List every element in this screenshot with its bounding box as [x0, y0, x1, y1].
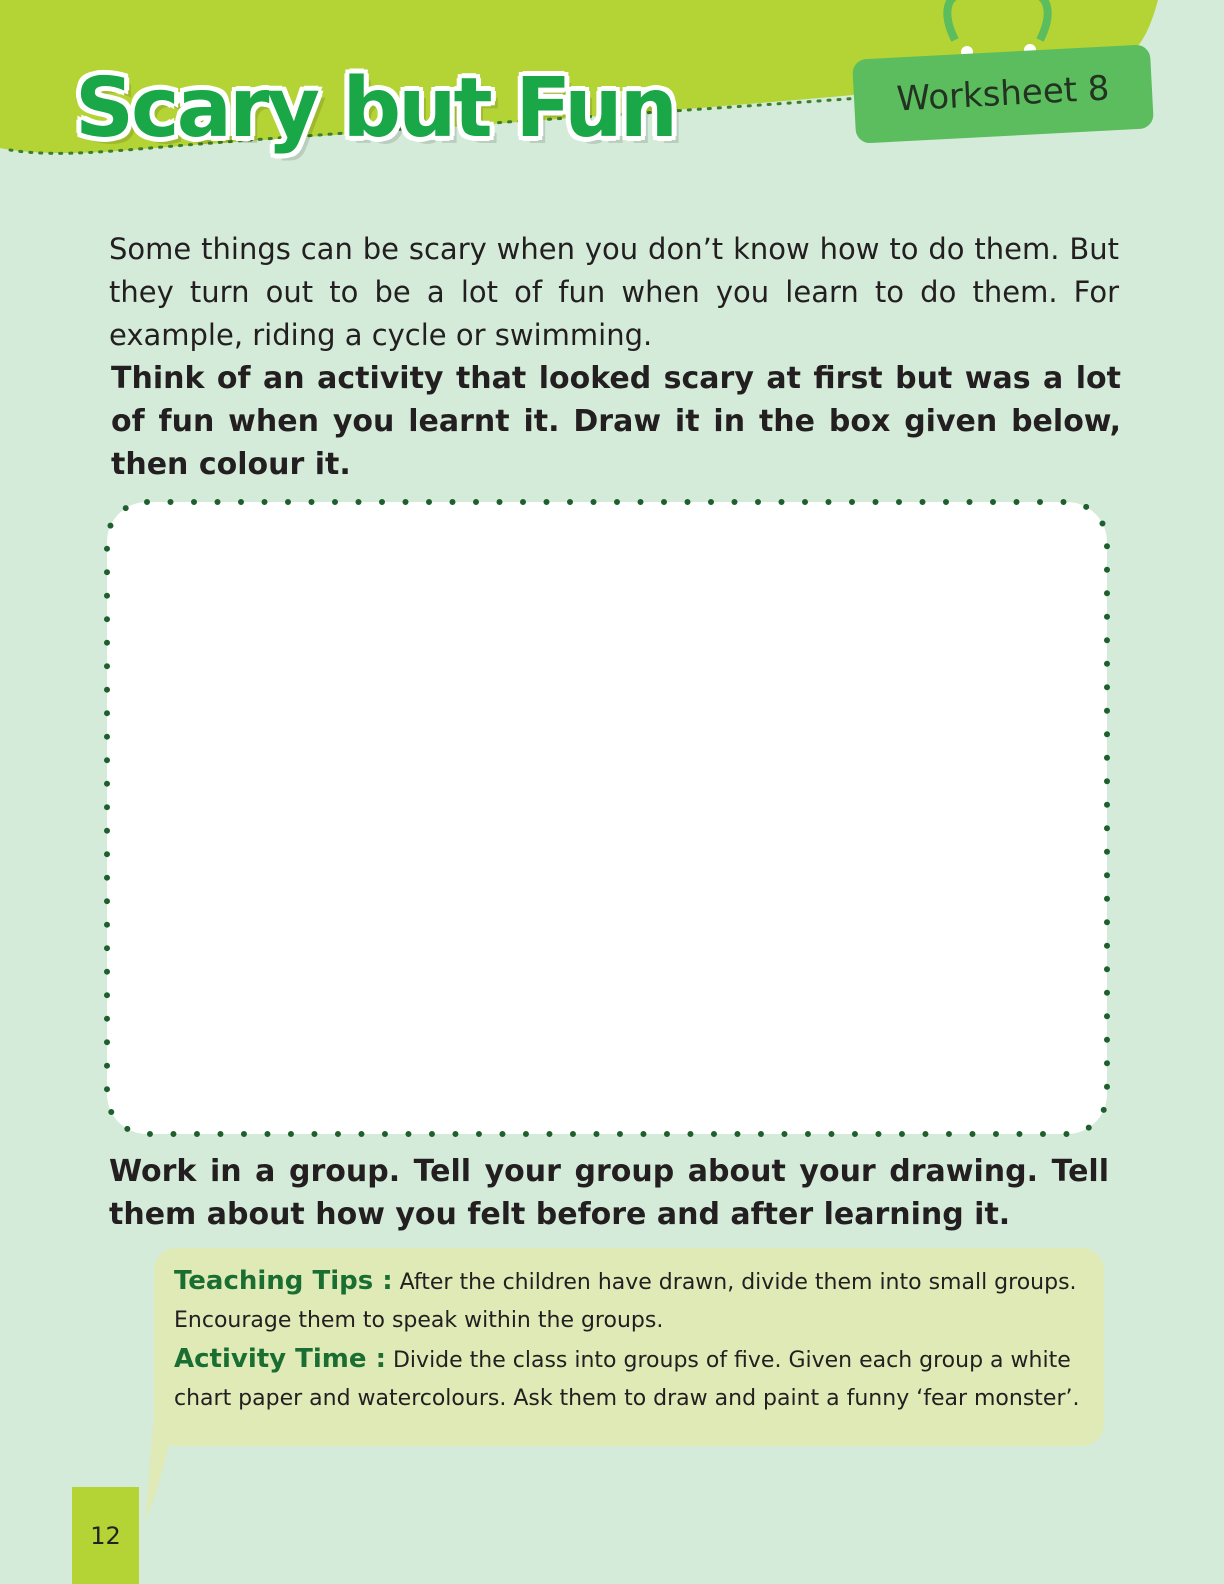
activity-time-label: Activity Time :	[174, 1344, 386, 1374]
worksheet-tag: Worksheet 8	[852, 44, 1154, 143]
activity-time	[174, 1340, 1084, 1418]
page-number: 12	[72, 1487, 139, 1584]
teaching-tips	[174, 1262, 1084, 1340]
teaching-tips-label: Teaching Tips :	[174, 1266, 393, 1296]
page-title: Scary but Fun	[75, 61, 675, 156]
drawing-instruction: Think of an activity that looked scary at first but was a lot of fun when you learnt it. Draw it in the box given below, then colour it.	[111, 361, 1121, 482]
activity-time-text: Divide the class into groups of five. Given each group a white chart paper and watercolours. Ask them to draw and paint a funny ‘fear monster’.	[174, 1348, 1080, 1411]
intro-paragraph: Some things can be scary when you don’t know how to do them. But they turn out to be a lot of fun when you learn to do them. For example, riding a cycle or swimming.	[109, 232, 1119, 352]
drawing-box-border	[97, 492, 1117, 1144]
tips-text	[174, 1262, 1084, 1418]
group-task: Work in a group. Tell your group about your drawing. Tell them about how you felt before and after learning it.	[109, 1154, 1109, 1232]
teaching-tips-text: After the children have drawn, divide them into small groups. Encourage them to speak within the groups.	[174, 1270, 1077, 1333]
